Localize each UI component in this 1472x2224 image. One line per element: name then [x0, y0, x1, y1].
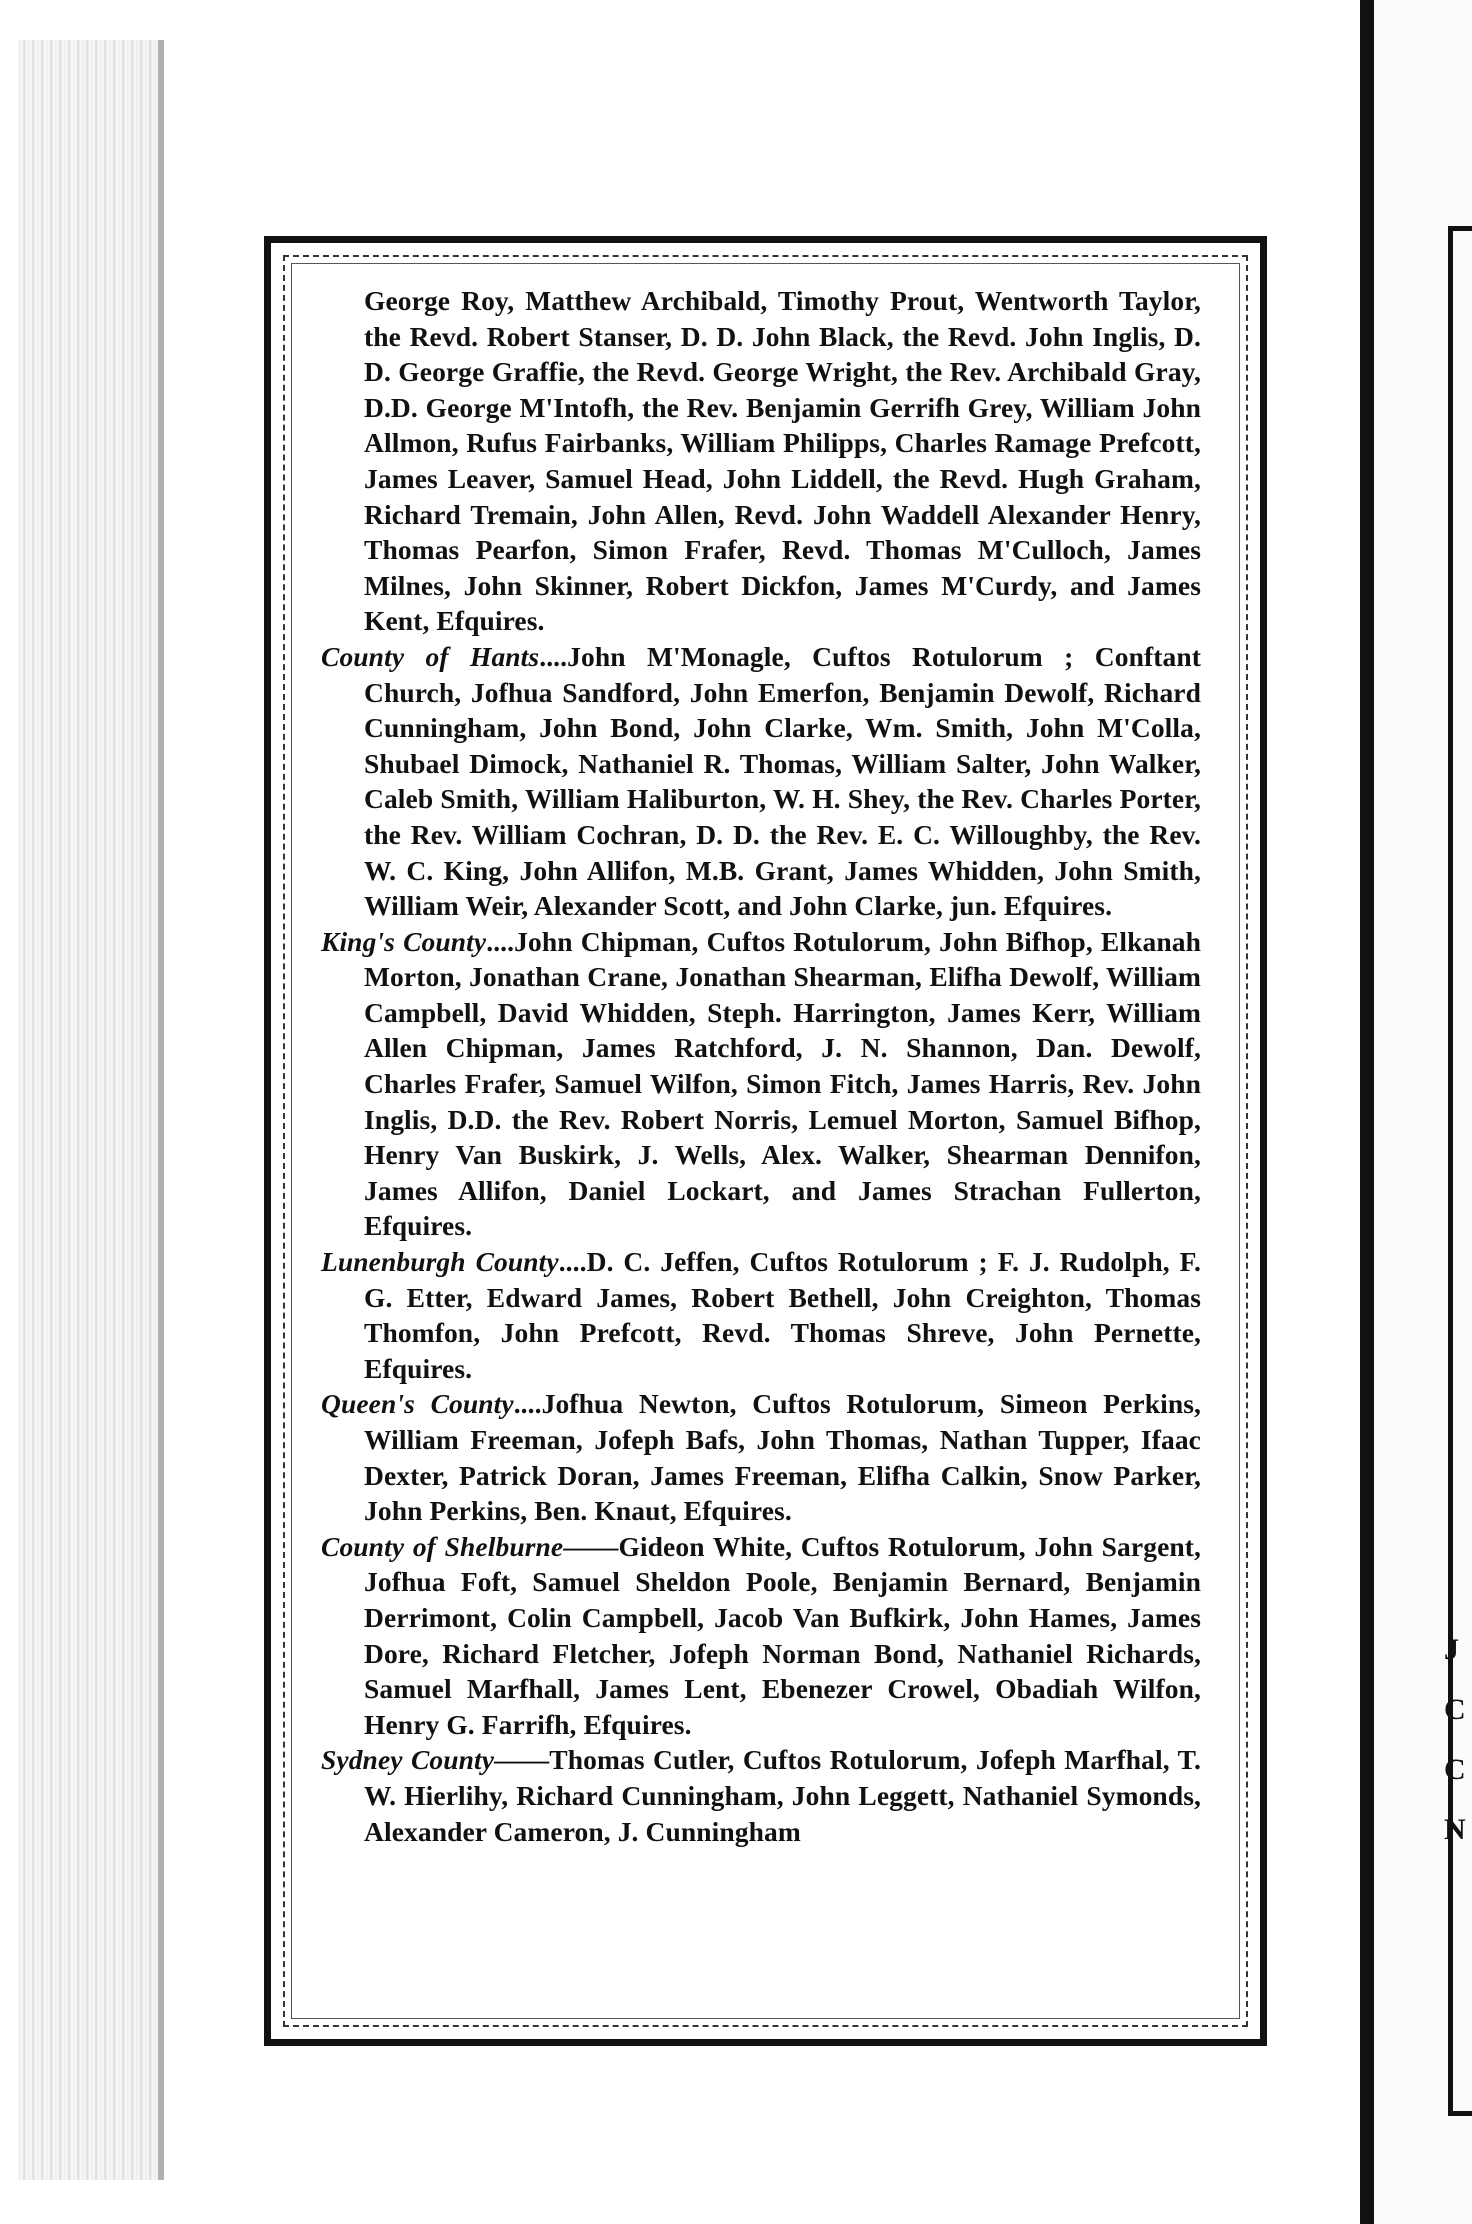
county-text: John Chipman, Cuftos Rotulorum, John Bifhop, Elkanah Morton, Jonathan Crane, Jonathan Shearman, Elifha Dewolf, William Campbell, David Whidden, Steph. Harrington, James Kerr, William Allen Chipman, James Ratchford, J. N. Shannon, Dan. Dewolf, Charles Frafer, Samuel Wilfon, Simon Fitch, James Harris, Rev. John Inglis, D.D. the Rev. Robert Norris, Lemuel Morton, Samuel Bifhop, Henry Van Buskirk, J. Wells, Alex. Walker, Shearman Dennifon, James Allifon, Daniel Lockart, and James Strachan Fullerton, Efquires.	[364, 925, 1201, 1242]
page-text	[321, 283, 1201, 1849]
county-entry-queens	[321, 1386, 1201, 1528]
county-entry-hants	[321, 639, 1201, 924]
county-text: Gideon White, Cuftos Rotulorum, John Sargent, Jofhua Foft, Samuel Sheldon Poole, Benjamin Bernard, Benjamin Derrimont, Colin Campbell, Jacob Van Bufkirk, John Hames, James Dore, Richard Fletcher, Jofeph Norman Bond, Nathaniel Richards, Samuel Marfhall, James Lent, Ebenezer Crowel, Obadiah Wilfon, Henry G. Farrifh, Efquires.	[364, 1530, 1202, 1740]
county-entry-lunenburgh	[321, 1244, 1201, 1386]
county-entry-kings	[321, 924, 1201, 1244]
separator: ....	[558, 1246, 587, 1278]
county-text: D. C. Jeffen, Cuftos Rotulorum ; F. J. Rudolph, F. G. Etter, Edward James, Robert Bethell, John Creighton, Thomas Thomfon, John Prefcott, Revd. Thomas Shreve, John Pernette, Efquires.	[364, 1246, 1202, 1384]
separator: ——	[494, 1744, 550, 1776]
county-text: Thomas Cutler, Cuftos Rotulorum, Jofeph Marfhal, T. W. Hierlihy, Richard Cunningham, John Leggett, Nathaniel Symonds, Alexander Cameron, J. Cunningham	[364, 1744, 1201, 1847]
county-name: Queen's County	[321, 1388, 514, 1420]
facing-letter: C	[1444, 1753, 1466, 1786]
county-entry-shelburne	[321, 1529, 1201, 1743]
county-name: Sydney County	[321, 1744, 495, 1776]
continuation-paragraph: George Roy, Matthew Archibald, Timothy Prout, Wentworth Taylor, the Revd. Robert Stanser, D. D. John Black, the Revd. John Inglis, D. D. George Graffie, the Revd. George Wright, the Rev. Archibald Gray, D.D. George M'Intofh, the Rev. Benjamin Gerrifh Grey, William John Allmon, Rufus Fairbanks, William Philipps, Charles Ramage Prefcott, James Leaver, Samuel Head, John Liddell, the Revd. Hugh Graham, Richard Tremain, John Allen, Revd. John Waddell Alexander Henry, Thomas Pearfon, Simon Frafer, Revd. Thomas M'Culloch, James Milnes, John Skinner, Robert Dickfon, James M'Curdy, and James Kent, Efquires.	[364, 285, 1201, 637]
facing-letter: N	[1444, 1813, 1466, 1846]
county-text: John M'Monagle, Cuftos Rotulorum ; Conftant Church, Jofhua Sandford, John Emerfon, Benjamin Dewolf, Richard Cunningham, John Bond, John Clarke, Wm. Smith, John M'Colla, Shubael Dimock, Nathaniel R. Thomas, William Salter, John Walker, Caleb Smith, William Haliburton, W. H. Shey, the Rev. Charles Porter, the Rev. William Cochran, D. D. the Rev. E. C. Willoughby, the Rev. W. C. King, John Allifon, M.B. Grant, James Whidden, John Smith, William Weir, Alexander Scott, and John Clarke, jun. Efquires.	[364, 640, 1201, 922]
county-name: County of Hants	[321, 640, 540, 672]
county-name: County of Shelburne	[321, 1530, 564, 1562]
county-name: Lunenburgh County	[321, 1246, 559, 1278]
county-text: Jofhua Newton, Cuftos Rotulorum, Simeon Perkins, William Freeman, Jofeph Bafs, John Thomas, Nathan Tupper, Ifaac Dexter, Patrick Doran, James Freeman, Elifha Calkin, Snow Parker, John Perkins, Ben. Knaut, Efquires.	[364, 1388, 1201, 1527]
facing-letter: J	[1444, 1633, 1459, 1666]
facing-page-letters	[1444, 1620, 1466, 1860]
county-entry-sydney	[321, 1742, 1201, 1849]
ornamental-border	[264, 236, 1267, 2046]
facing-letter: C	[1444, 1693, 1466, 1726]
book-gutter	[1360, 0, 1374, 2224]
page-edges	[18, 40, 158, 2180]
separator: ....	[486, 925, 515, 957]
separator: ——	[563, 1530, 619, 1562]
separator: ....	[513, 1388, 542, 1420]
separator: ....	[539, 640, 568, 672]
county-name: King's County	[321, 925, 487, 957]
